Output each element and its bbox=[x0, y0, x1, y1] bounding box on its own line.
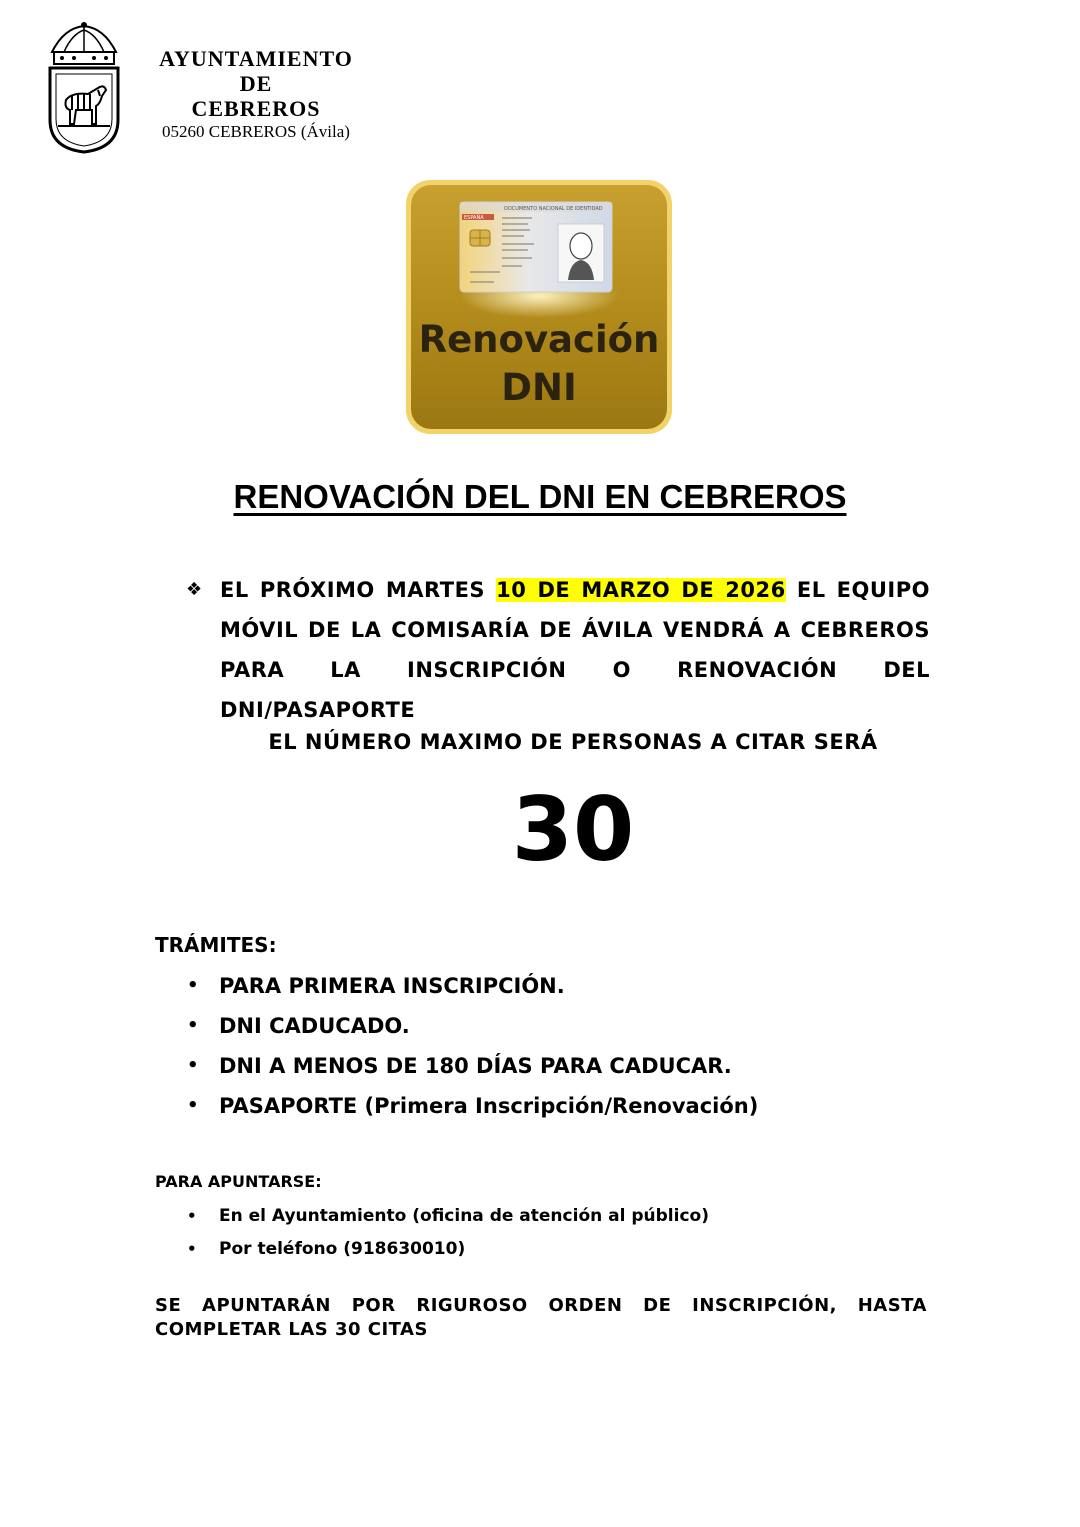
announcement bbox=[186, 570, 930, 730]
logo-line-1: Renovación bbox=[418, 318, 660, 361]
max-persons-line: EL NÚMERO MAXIMO DE PERSONAS A CITAR SERÁ bbox=[268, 730, 878, 754]
letterhead-line-1: AYUNTAMIENTO bbox=[159, 46, 353, 71]
page-title: RENOVACIÓN DEL DNI EN CEBREROS bbox=[233, 478, 847, 515]
announcement-after: EL EQUIPO MÓVIL DE LA COMISARÍA DE ÁVILA VENDRÁ A CEBREROS PARA LA INSCRIPCIÓN O RENOVACIÓN DEL DNI/PASAPORTE bbox=[220, 578, 930, 722]
crest-icon bbox=[44, 22, 124, 154]
logo-line-2: DNI bbox=[501, 366, 577, 409]
letterhead-address: 05260 CEBREROS (Ávila) bbox=[162, 122, 350, 141]
announcement-date: 10 DE MARZO DE 2026 bbox=[496, 578, 786, 602]
letterhead-line-2: DE bbox=[239, 71, 273, 96]
letterhead-line-3: CEBREROS bbox=[191, 96, 321, 121]
apuntarse-label: PARA APUNTARSE: bbox=[155, 1172, 322, 1191]
list-item: • En el Ayuntamiento (oficina de atención al público) bbox=[185, 1202, 709, 1235]
card-country-text: ESPAÑA bbox=[464, 215, 484, 221]
announcement-before: EL PRÓXIMO MARTES bbox=[220, 578, 497, 602]
list-item: • PARA PRIMERA INSCRIPCIÓN. bbox=[185, 968, 758, 1008]
tramites-list bbox=[185, 968, 758, 1128]
announcement-text bbox=[220, 570, 930, 730]
list-item: • DNI A MENOS DE 180 DÍAS PARA CADUCAR. bbox=[185, 1048, 758, 1088]
list-item: • Por teléfono (918630010) bbox=[185, 1235, 709, 1268]
apuntarse-list bbox=[185, 1202, 709, 1268]
renovacion-dni-logo bbox=[404, 178, 674, 436]
diamond-bullet-icon: ❖ bbox=[186, 579, 203, 600]
card-header-text: DOCUMENTO NACIONAL DE IDENTIDAD bbox=[504, 206, 603, 212]
max-persons-number: 30 bbox=[511, 778, 635, 881]
list-item: • DNI CADUCADO. bbox=[185, 1008, 758, 1048]
tramites-label: TRÁMITES: bbox=[155, 933, 277, 957]
letterhead bbox=[128, 46, 384, 142]
closing-note: SE APUNTARÁN POR RIGUROSO ORDEN DE INSCRIPCIÓN, HASTA COMPLETAR LAS 30 CITAS bbox=[155, 1295, 927, 1340]
list-item: • PASAPORTE (Primera Inscripción/Renovación) bbox=[185, 1088, 758, 1128]
